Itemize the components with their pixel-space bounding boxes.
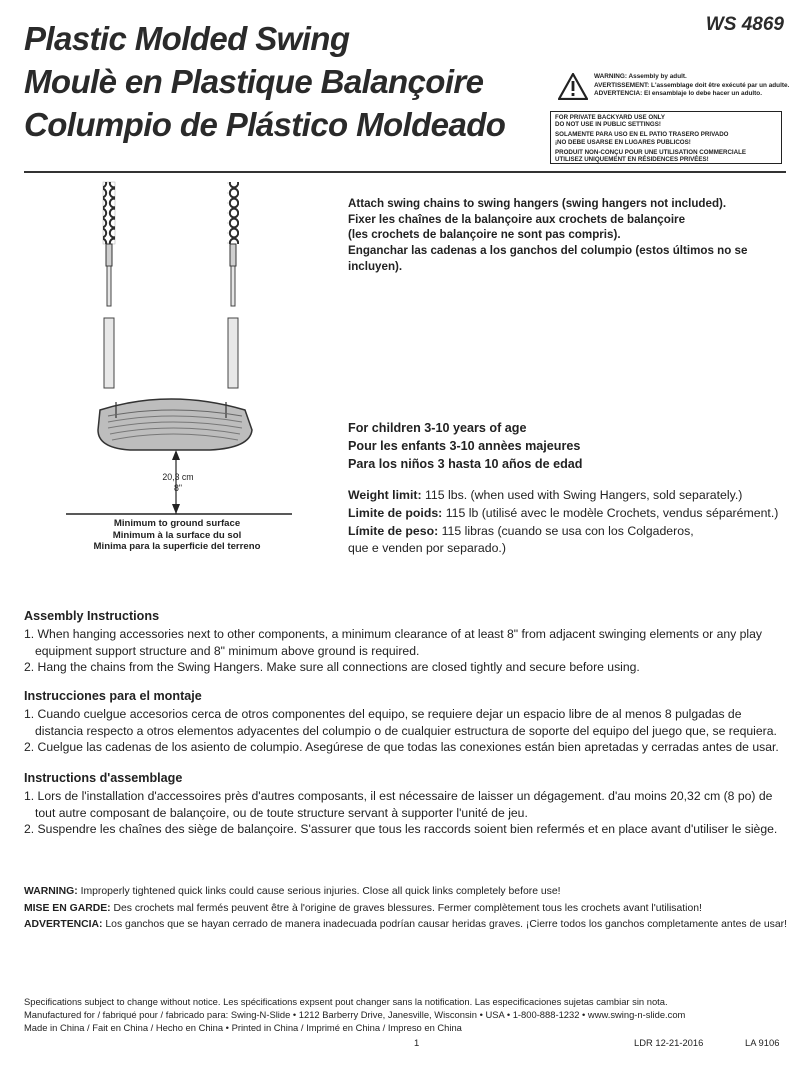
section-heading: Assembly Instructions	[24, 609, 160, 623]
section-heading: Instructions d'assemblage	[24, 771, 183, 785]
dimension-metric: 20,3 cm	[162, 472, 194, 482]
section-spanish	[24, 688, 789, 755]
ground-line-fr: Minimum à la surface du sol	[112, 529, 242, 541]
weight-line: Límite de peso: 115 libras (cuando se usa con los Colgaderos,	[348, 523, 694, 538]
dimension-label	[153, 472, 203, 493]
quick-link-warnings	[24, 884, 789, 934]
warning-line-fr: AVERTISSEMENT: L'assemblage doit être exécuté par un adulte.	[594, 81, 790, 89]
model-number: WS 4869	[705, 14, 784, 35]
adult-assembly-warning	[556, 73, 790, 103]
swing-illustration	[60, 178, 300, 560]
weight-line: Weight limit: 115 lbs. (when used with Swing Hangers, sold separately.)	[348, 488, 743, 502]
warning-line: ADVERTENCIA: Los ganchos que se hayan cerrado de manera inadecuada podrían causar heridas graves. ¡Cierre todos los ganchos completamente antes de usar!	[24, 919, 787, 931]
ground-line-es: Minima para la superficie del terreno	[93, 541, 261, 552]
age-line: Pour les enfants 3-10 annèes majeures	[348, 438, 581, 453]
weight-line: Limite de poids: 115 lb (utilisé avec le modèle Crochets, vendus séparément.)	[348, 505, 779, 520]
weight-line: que e venden por separado.)	[348, 541, 506, 556]
footer-line: Manufactured for / fabriqué pour / fabricado para: Swing-N-Slide • 1212 Barberry Drive, Janesville, Wisconsin • USA • 1-800-888-1232 • www.swing-n-slide.com	[24, 1009, 686, 1021]
instruction-item: 1. Lors de l'installation d'accessoires près d'autres composants, il est nécessaire de laisser un dégagement. d'au moins 20,32 cm (8 po) de tout autre composant de balançoire, ou de toute structure servant à supporter l'unité de jeu.	[24, 789, 773, 820]
private-line: PRODUIT NON-CONÇU POUR UNE UTILISATION COMMERCIALE	[555, 148, 747, 156]
private-line: DO NOT USE IN PUBLIC SETTINGS!	[555, 121, 661, 129]
footer-line: Made in China / Fait en China / Hecho en China • Printed in China / Imprimé en China / Impreso en China	[24, 1022, 462, 1034]
dimension-imperial: 8"	[173, 482, 182, 493]
section-french	[24, 770, 789, 837]
section-heading: Instrucciones para el montaje	[24, 689, 202, 703]
age-line: For children 3-10 years of age	[348, 421, 527, 435]
attach-instructions	[348, 196, 788, 275]
page-number: 1	[414, 1037, 420, 1048]
warning-line: MISE EN GARDE: Des crochets mal fermés peuvent être à l'origine de graves blessures. Fermer complètement tous les crochets avant l'utilisation!	[24, 902, 702, 914]
private-use-notice	[550, 111, 782, 164]
ground-clearance-label	[72, 518, 282, 553]
doc-code: LA 9106	[745, 1037, 780, 1048]
title-english: Plastic Molded Swing	[24, 20, 350, 57]
instruction-item: 1. Cuando cuelgue accesorios cerca de otros componentes del equipo, se requiere dejar un espacio libre de al menos 8 pulgadas de distancia respecto a otros elementos adyacentes del columpio o de cualquier estructura de soporte del equipo del juego que, se requiera.	[24, 707, 777, 738]
instruction-item: 2. Cuelgue las cadenas de los asiento de columpio. Asegúrese de que todas las conexiones están bien apretadas y cerradas antes de usar.	[24, 739, 779, 754]
ground-line-en: Minimum to ground surface	[113, 518, 241, 529]
private-line: SOLAMENTE PARA USO EN EL PATIO TRASERO PRIVADO	[555, 131, 729, 139]
left-chain	[103, 182, 115, 388]
date-code: LDR 12-21-2016	[634, 1037, 704, 1048]
instruction-item: 1. When hanging accessories next to other components, a minimum clearance of at least 8" from adjacent swinging elements or any play equipment support structure and 8" minimum above ground is required.	[24, 627, 762, 658]
header-divider	[24, 171, 786, 173]
footer	[24, 995, 789, 1035]
age-range	[348, 420, 582, 473]
weight-limits	[348, 487, 778, 558]
attach-line: Enganchar las cadenas a los ganchos del columpio (estos últimos no se incluyen).	[348, 244, 748, 273]
age-line: Para los niños 3 hasta 10 años de edad	[348, 456, 583, 471]
right-chain	[227, 182, 239, 388]
title-french: Moulè en Plastique Balançoire	[24, 63, 484, 100]
private-line: FOR PRIVATE BACKYARD USE ONLY	[555, 114, 666, 121]
warning-line-en: WARNING: Assembly by adult.	[594, 73, 687, 80]
instruction-item: 2. Hang the chains from the Swing Hangers. Make sure all connections are closed tightly and secure before using.	[24, 659, 640, 674]
swing-seat	[98, 399, 252, 450]
title-spanish: Columpio de Plástico Moldeado	[24, 106, 506, 143]
attach-line: Fixer les chaînes de la balançoire aux crochets de balançoire	[348, 212, 686, 226]
warning-triangle-icon	[558, 73, 588, 100]
attach-line: Attach swing chains to swing hangers (swing hangers not included).	[348, 197, 727, 210]
footer-line: Specifications subject to change without notice. Les spécifications expsent pout changer sans la notification. Las especificaciones sujetas cambiar sin nota.	[24, 996, 668, 1007]
private-line: UTILISEZ UNIQUEMENT EN RÉSIDENCES PRIVÉES!	[555, 156, 709, 164]
private-line: ¡NO DEBE USARSE EN LUGARES PUBLICOS!	[555, 138, 691, 146]
section-english	[24, 608, 789, 675]
warning-line-es: ADVERTENCIA: El ensamblaje lo debe hacer un adulto.	[594, 90, 762, 97]
attach-line: (les crochets de balançoire ne sont pas compris).	[348, 228, 621, 242]
warning-line: WARNING: Improperly tightened quick links could cause serious injuries. Close all quick links completely before use!	[24, 886, 561, 897]
instruction-item: 2. Suspendre les chaînes des siège de balançoire. S'assurer que tous les raccords soient bien refermés et en place avant d'utiliser le siège.	[24, 821, 778, 836]
